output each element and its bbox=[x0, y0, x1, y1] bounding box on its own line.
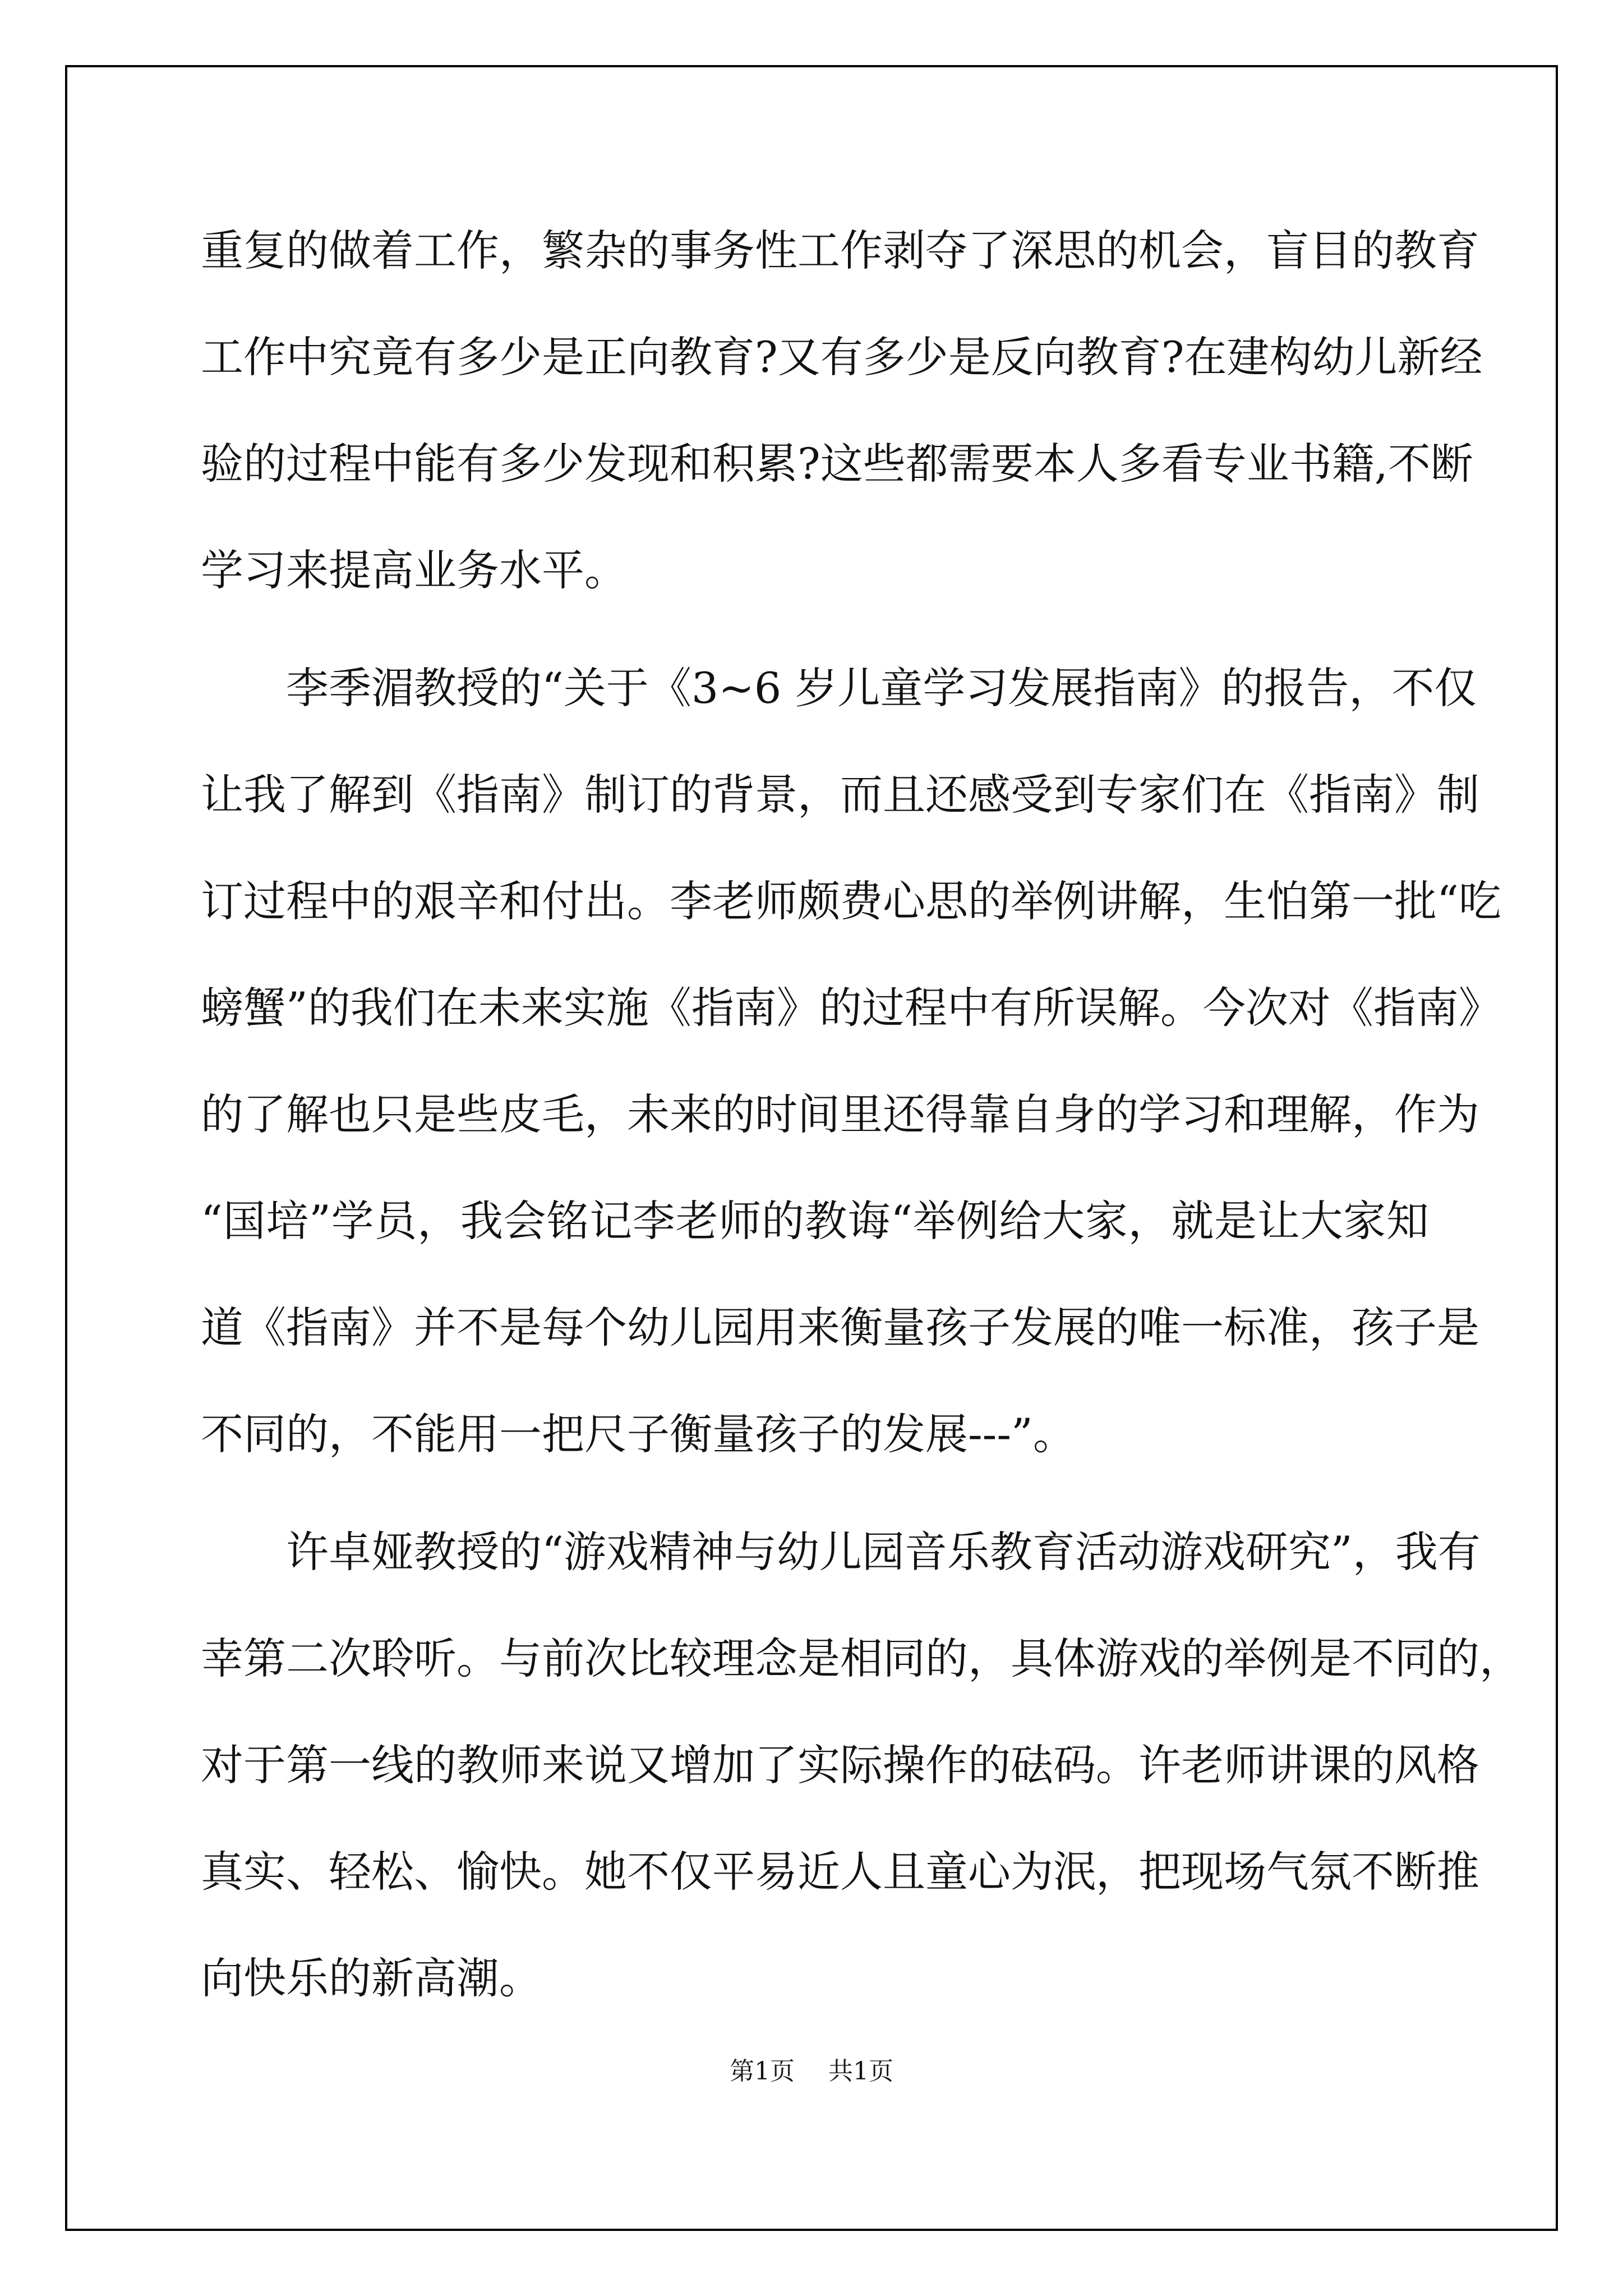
text-line: 工作中究竟有多少是正向教育?又有多少是反向教育?在建构幼儿新经 bbox=[201, 332, 1483, 382]
text-line: 订过程中的艰辛和付出。李老师颇费心思的举例讲解，生怕第一批“吃 bbox=[201, 876, 1501, 926]
text-line: 螃蟹”的我们在未来实施《指南》的过程中有所误解。今次对《指南》 bbox=[201, 983, 1501, 1033]
text-line: 李季湄教授的“关于《3~6 岁儿童学习发展指南》的报告，不仅 bbox=[286, 663, 1477, 713]
text-line: 道《指南》并不是每个幼儿园用来衡量孩子发展的唯一标准，孩子是 bbox=[201, 1303, 1479, 1352]
text-line: 重复的做着工作，繁杂的事务性工作剥夺了深思的机会，盲目的教育 bbox=[201, 226, 1479, 275]
text-line: 的了解也只是些皮毛，未来的时间里还得靠自身的学习和理解，作为 bbox=[201, 1089, 1479, 1139]
page-number-current: 第1页 bbox=[730, 2057, 795, 2086]
text-line: 对于第一线的教师来说又增加了实际操作的砝码。许老师讲课的风格 bbox=[201, 1740, 1479, 1790]
text-line: 不同的，不能用一把尺子衡量孩子的发展---”。 bbox=[201, 1409, 1076, 1459]
text-line: 许卓娅教授的“游戏精神与幼儿园音乐教育活动游戏研究”，我有 bbox=[286, 1527, 1481, 1577]
paragraph-1 bbox=[201, 197, 1483, 624]
text-line: 幸第二次聆听。与前次比较理念是相同的，具体游戏的举例是不同的， bbox=[201, 1634, 1522, 1683]
text-line: 让我了解到《指南》制订的背景，而且还感受到专家们在《指南》制 bbox=[201, 770, 1479, 820]
text-line: 向快乐的新高潮。 bbox=[201, 1953, 542, 2003]
text-line: “国培”学员，我会铭记李老师的教诲“举例给大家，就是让大家知 bbox=[201, 1196, 1429, 1246]
text-line: 真实、轻松、愉快。她不仅平易近人且童心为泯，把现场气氛不断推 bbox=[201, 1847, 1479, 1897]
paragraph-3 bbox=[201, 1499, 1522, 2032]
page-number-total: 共1页 bbox=[828, 2057, 893, 2086]
text-line: 验的过程中能有多少发现和积累?这些都需要本人多看专业书籍,不断 bbox=[201, 439, 1473, 489]
page-footer bbox=[0, 2051, 1623, 2087]
paragraph-2 bbox=[201, 635, 1501, 1488]
text-line: 学习来提高业务水平。 bbox=[201, 545, 627, 595]
document-body bbox=[201, 197, 1522, 2032]
